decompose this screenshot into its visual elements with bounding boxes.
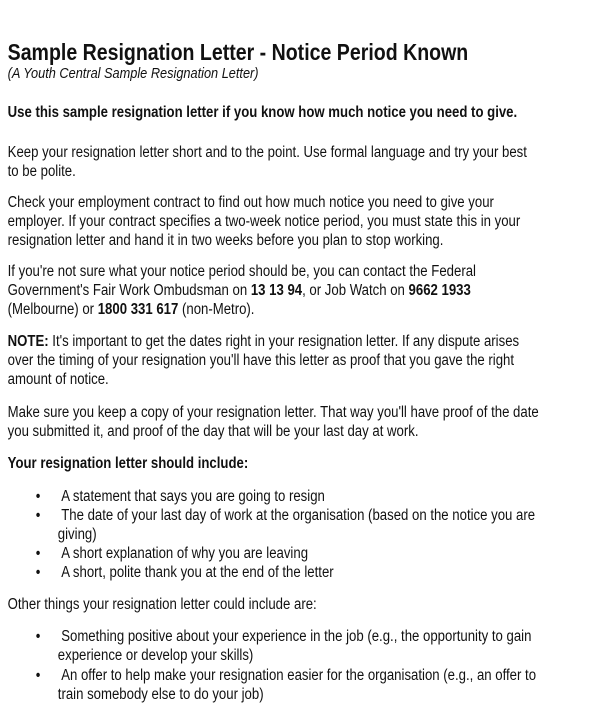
paragraph-line: you submitted it, and proof of the day that will be your last day at work.	[7, 423, 419, 440]
list-item: Something positive about your experience in the job (e.g., the opportunity to gain	[61, 628, 532, 645]
document-subtitle: (A Youth Central Sample Resignation Letter)	[7, 65, 259, 82]
paragraph-line: employer. If your contract specifies a two-week notice period, you must state this in your	[7, 213, 521, 230]
list-item: A statement that says you are going to resign	[61, 488, 325, 505]
bullet-icon: •	[35, 488, 41, 505]
list-item: The date of your last day of work at the organisation (based on the notice you are	[61, 507, 536, 524]
note-line: amount of notice.	[7, 371, 109, 388]
fair-work-number: 13 13 94	[250, 282, 303, 299]
note-line: over the timing of your resignation you'll have this letter as proof that you gave the right	[7, 352, 515, 369]
paragraph-line	[8, 281, 471, 300]
bullet-icon: •	[35, 564, 41, 581]
paragraph-line	[8, 300, 255, 319]
text: Government's Fair Work Ombudsman on	[7, 282, 251, 299]
job-watch-metro-number: 9662 1933	[408, 282, 471, 299]
paragraph-line: Check your employment contract to find out how much notice you need to give your	[7, 194, 494, 211]
list-item: A short explanation of why you are leaving	[61, 545, 309, 562]
document-title: Sample Resignation Letter - Notice Period Known	[7, 39, 469, 65]
job-watch-nonmetro-number: 1800 331 617	[97, 301, 179, 318]
paragraph-line: resignation letter and hand it in two weeks before you plan to stop working.	[7, 232, 444, 249]
paragraph-line: If you're not sure what your notice period should be, you can contact the Federal	[7, 263, 476, 280]
list-item: An offer to help make your resignation easier for the organisation (e.g., an offer to	[61, 667, 537, 684]
bullet-icon: •	[35, 628, 41, 645]
text: (non-Metro).	[178, 301, 255, 318]
list-item: A short, polite thank you at the end of the letter	[61, 564, 334, 581]
intro-text: Use this sample resignation letter if you know how much notice you need to give.	[7, 104, 518, 121]
list-item-continued: giving)	[57, 526, 97, 543]
list-item-continued: train somebody else to do your job)	[57, 686, 264, 703]
text: (Melbourne) or	[7, 301, 98, 318]
text: It's important to get the dates right in your resignation letter. If any dispute arises	[48, 333, 520, 350]
bullet-icon: •	[35, 545, 41, 562]
include-heading: Your resignation letter should include:	[7, 455, 249, 472]
list-item-continued: experience or develop your skills)	[57, 647, 254, 664]
other-heading: Other things your resignation letter could include are:	[7, 596, 317, 613]
paragraph-line: to be polite.	[7, 163, 76, 180]
bullet-icon: •	[35, 667, 41, 684]
text: , or Job Watch on	[302, 282, 409, 299]
paragraph-line: Keep your resignation letter short and to the point. Use formal language and try your best	[7, 144, 527, 161]
paragraph-line: Make sure you keep a copy of your resignation letter. That way you'll have proof of the date	[7, 404, 539, 421]
note-label: NOTE:	[7, 333, 49, 350]
bullet-icon: •	[35, 507, 41, 524]
note-line	[8, 332, 519, 351]
